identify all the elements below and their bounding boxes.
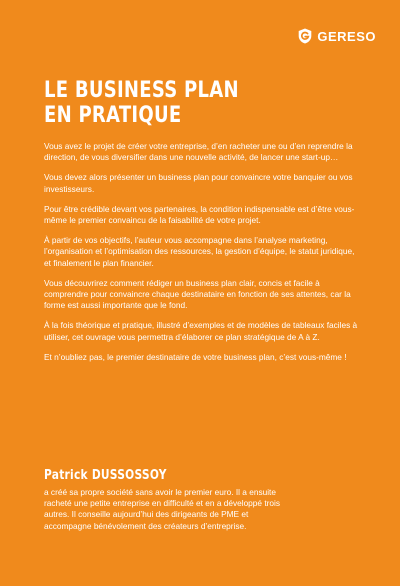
title-line-2: EN PRATIQUE — [44, 103, 182, 128]
blurb-paragraph: Vous découvrirez comment rédiger un business plan clair, concis et facile à comprendre pour convaincre chaque destinataire en fonction de ses attentes, car la forme est aussi importante que le fond. — [44, 277, 351, 311]
book-title — [44, 78, 239, 128]
blurb-paragraph: À la fois théorique et pratique, illustré d’exemples et de modèles de tableaux faciles à utiliser, cet ouvrage vous permettra d’élaborer ce plan stratégique de A à Z. — [44, 320, 358, 342]
blurb-paragraph: Pour être crédible devant vos partenaires, la condition indispensable est d’être vous-même le premier convaincu de la faisabilité de votre projet. — [44, 203, 355, 226]
logo-wordmark: GERESO — [317, 28, 376, 44]
blurb-paragraph: Et n’oubliez pas, le premier destinataire de votre business plan, c’est vous-même ! — [44, 351, 347, 362]
publisher-logo — [298, 28, 376, 44]
title-line-1: LE BUSINESS PLAN — [44, 78, 239, 103]
blurb — [44, 141, 362, 372]
blurb-paragraph: À partir de vos objectifs, l’auteur vous accompagne dans l’analyse marketing, l’organisation et l’optimisation des ressources, la gestion d’équipe, le statut juridique, et finalement le plan financier. — [44, 235, 355, 268]
blurb-paragraph: Vous devez alors présenter un business plan pour convaincre votre banquier ou vos investisseurs. — [44, 172, 353, 194]
blurb-paragraph: Vous avez le projet de créer votre entreprise, d’en racheter une ou d’en reprendre la direction, de vous diversifier dans une nouvelle activité, de lancer une start-up… — [44, 141, 353, 163]
gereso-shield-icon — [298, 28, 312, 44]
author-name: Patrick DUSSOSSOY — [44, 468, 167, 483]
author-bio: a créé sa propre société sans avoir le premier euro. Il a ensuite racheté une petite entreprise en difficulté et en a développé trois autres. Il conseille aujourd’hui des dirigeants de PME et accompagne bénévolement des créateurs d’entreprise. — [44, 487, 281, 531]
